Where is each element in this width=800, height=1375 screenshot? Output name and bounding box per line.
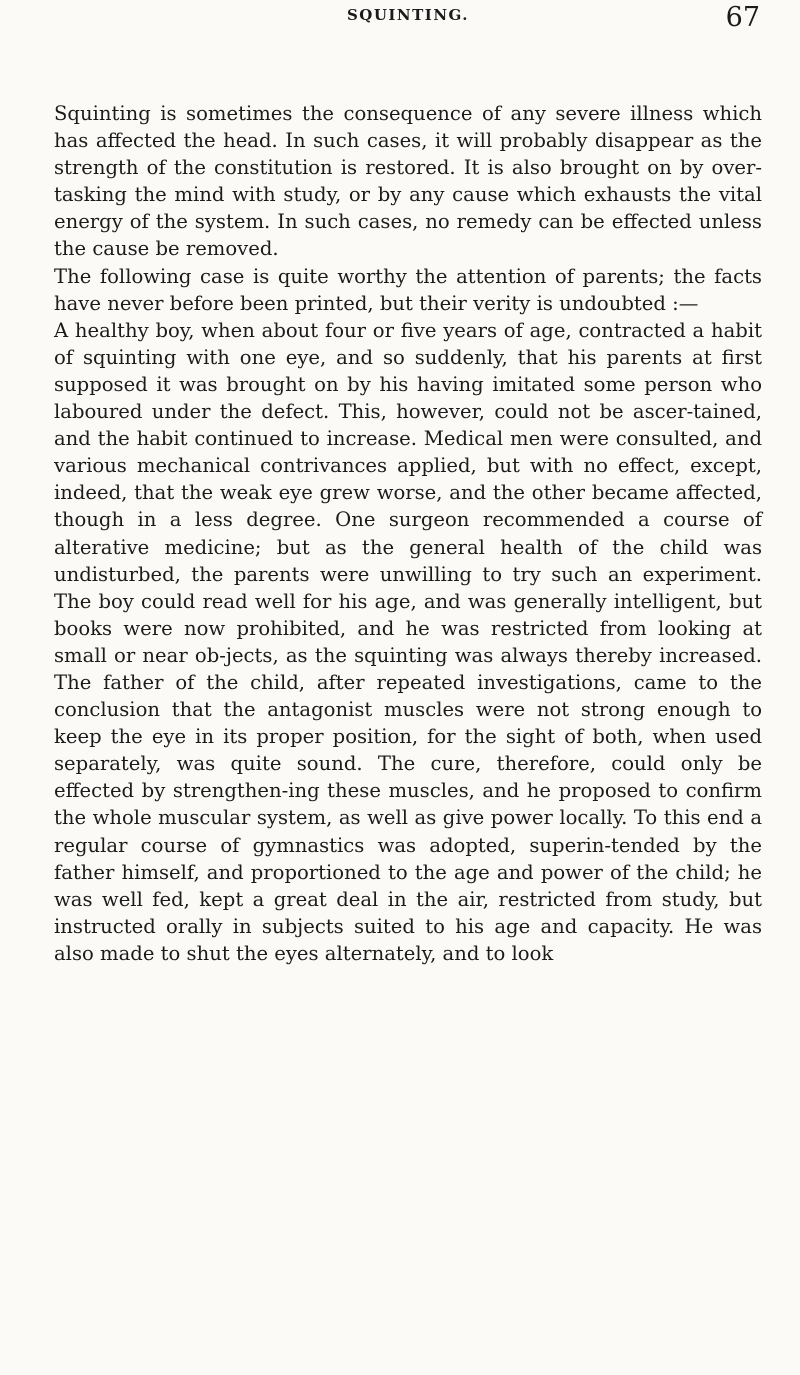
page-number: 67 xyxy=(725,2,760,33)
body-text xyxy=(54,100,762,967)
running-title: SQUINTING. xyxy=(346,6,470,24)
paragraph-case-introduction: The following case is quite worthy the attention of parents; the facts have never before been printed, but their verity is undoubted :— xyxy=(54,264,762,315)
running-head xyxy=(54,0,762,52)
paragraph-squinting-causes: Squinting is sometimes the consequence of any severe illness which has affected the head. In such cases, it will probably disappear as the strength of the constitution is restored. It is also brought on by over-tasking the mind with study, or by any cause which exhausts the vital energy of the system. In such cases, no remedy can be effected unless the cause be removed. xyxy=(54,102,762,261)
paragraph-case-account: A healthy boy, when about four or five years of age, contracted a habit of squinting with one eye, and so suddenly, that his parents at first supposed it was brought on by his having imitated some person who laboured under the defect. This, however, could not be ascer-tained, and the habit continued to increase. Medical men were consulted, and various mechanical contrivances applied, but with no effect, except, indeed, that the weak eye grew worse, and the other became affected, though in a less degree. One surgeon recommended a course of alterative medicine; but as the general health of the child was undisturbed, the parents were unwilling to try such an experiment. The boy could read well for his age, and was generally intelligent, but books were now prohibited, and he was restricted from looking at small or near ob-jects, as the squinting was always thereby increased. The father of the child, after repeated investigations, came to the conclusion that the antagonist muscles were not strong enough to keep the eye in its proper position, for the sight of both, when used separately, was quite sound. The cure, therefore, could only be effected by strengthen-ing these muscles, and he proposed to confirm the whole muscular system, as well as give power locally. To this end a regular course of gymnastics was adopted, superin-tended by the father himself, and proportioned to the age and power of the child; he was well fed, kept a great deal in the air, restricted from study, but instructed orally in subjects suited to his age and capacity. He was also made to shut the eyes alternately, and to look xyxy=(54,318,762,965)
